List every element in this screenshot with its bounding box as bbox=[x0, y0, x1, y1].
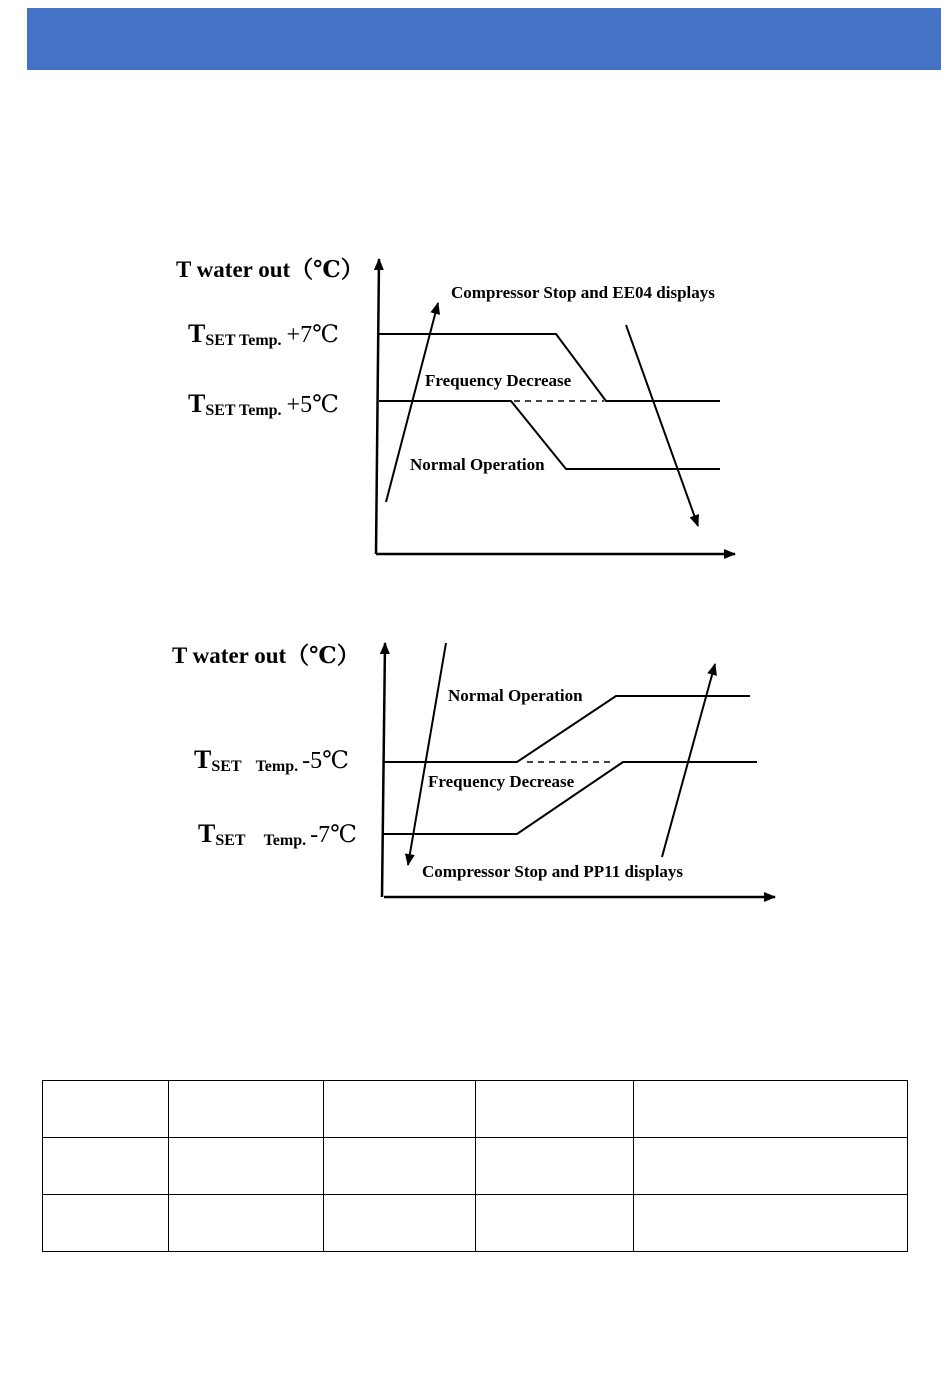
falling-arrow bbox=[408, 643, 446, 865]
table-cell bbox=[324, 1195, 476, 1252]
heating-protection-diagram bbox=[0, 630, 950, 920]
annotation-normal-operation: Normal Operation bbox=[410, 455, 545, 474]
table-cell bbox=[634, 1138, 908, 1195]
table-cell bbox=[43, 1081, 169, 1138]
y-axis bbox=[382, 643, 385, 897]
annotation-frequency-decrease: Frequency Decrease bbox=[425, 371, 572, 390]
table-cell bbox=[169, 1081, 324, 1138]
header-bar bbox=[27, 8, 941, 70]
annotation-compressor-stop: Compressor Stop and PP11 displays bbox=[422, 862, 684, 881]
level-label-high bbox=[188, 319, 339, 349]
axis-label-y: T water out（℃） bbox=[172, 643, 360, 668]
falling-arrow bbox=[626, 325, 698, 526]
table-row bbox=[43, 1195, 908, 1252]
svg-text:TSET Temp.+5℃: TSET Temp. +5℃ bbox=[188, 389, 339, 419]
annotation-normal-operation: Normal Operation bbox=[448, 686, 583, 705]
table-cell bbox=[476, 1195, 634, 1252]
svg-text:TSETTemp.-5℃: TSET Temp. -5℃ bbox=[194, 745, 349, 775]
y-axis bbox=[376, 259, 379, 554]
empty-table bbox=[42, 1080, 908, 1252]
level-label-high bbox=[194, 745, 349, 775]
annotation-frequency-decrease: Frequency Decrease bbox=[428, 772, 575, 791]
table-row bbox=[43, 1081, 908, 1138]
table-cell bbox=[324, 1138, 476, 1195]
axis-label-y: T water out（℃） bbox=[176, 257, 364, 282]
table-cell bbox=[324, 1081, 476, 1138]
table-cell bbox=[169, 1195, 324, 1252]
stop-threshold-line bbox=[379, 334, 720, 401]
table-cell bbox=[634, 1081, 908, 1138]
table-cell bbox=[43, 1195, 169, 1252]
table-cell bbox=[476, 1138, 634, 1195]
level-label-low bbox=[188, 389, 339, 419]
cooling-protection-diagram bbox=[0, 245, 950, 590]
table-cell bbox=[43, 1138, 169, 1195]
table-row bbox=[43, 1138, 908, 1195]
table-cell bbox=[169, 1138, 324, 1195]
table-cell bbox=[634, 1195, 908, 1252]
svg-text:TSET Temp.+7℃: TSET Temp. +7℃ bbox=[188, 319, 339, 349]
level-label-low bbox=[198, 819, 357, 849]
table-cell bbox=[476, 1081, 634, 1138]
normal-operation-line bbox=[384, 696, 750, 762]
annotation-compressor-stop: Compressor Stop and EE04 displays bbox=[451, 283, 715, 302]
svg-text:TSETTemp.-7℃: TSET Temp. -7℃ bbox=[198, 819, 357, 849]
rising-arrow bbox=[662, 664, 715, 857]
